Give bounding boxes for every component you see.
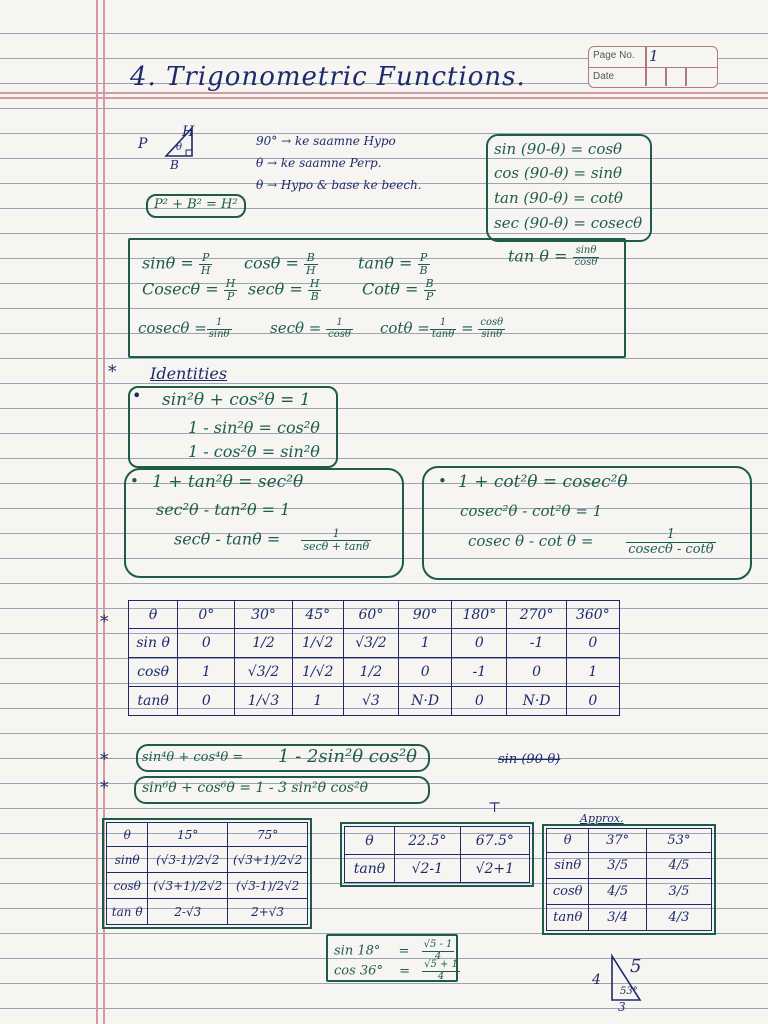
identity-cosec-minus-cot-num: 1 [626,528,715,543]
triangle-p-label: P [138,136,148,152]
recip-cosec [138,318,232,340]
table-header-cell: 60° [343,601,398,629]
table-star: * [100,612,109,632]
note-hypo: 90° → ke saamne Hypo [256,134,396,148]
note-base: θ → Hypo & base ke beech. [256,178,422,192]
ratio-sec [248,278,321,302]
identity-cosec-minus-cot-label: cosec θ - cot θ = [468,532,594,551]
table-cell: 0 [507,658,566,687]
pythagoras-formula: P² + B² = H² [154,197,238,212]
table-cell: 0 [178,629,235,658]
table-15-75 [106,822,308,925]
identity-sin-cos: sin²θ + cos²θ = 1 [162,390,311,410]
table-row-label: tanθ [547,905,589,931]
table-row [547,905,712,931]
triangle-3-4-5-figure [600,950,650,1006]
ratio-cos-den: H [306,263,316,277]
table-cell: (√3-1)/2√2 [228,873,308,899]
recip-cot-num2: cosθ [480,317,504,328]
ratio-tan-sin-cos [508,246,599,268]
date-label: Date [593,71,615,82]
triangle2-angle: 53° [620,986,638,997]
table-cell: 0 [178,687,235,716]
ratio-sec-label: secθ = [248,279,303,299]
recip-cosec-den: sinθ [208,328,230,340]
table-cell: √3/2 [235,658,292,687]
ratio-sin-label: sinθ = [142,253,194,273]
table-header-cell: 0° [178,601,235,629]
standard-angles-table [128,600,620,716]
recip-cosec-label: cosecθ = [138,319,207,337]
table-cell: 3/4 [589,905,646,931]
page-no-label: Page No. [593,50,635,61]
identity-box-cot-cosec [422,466,752,580]
table-header-cell: θ [345,827,395,855]
table-cell: 4/5 [589,879,646,905]
table-row [107,847,308,873]
margin-line-top [0,92,768,94]
table-header-cell: 53° [646,829,711,853]
identity-cosec-minus-cot-den: cosecθ - cotθ [628,541,714,557]
special-sin18-num: √5 - 1 [423,939,453,950]
sin4-cos4-box [136,744,430,772]
recip-sec [270,318,353,340]
table-cell: 3/5 [589,853,646,879]
table-row [107,873,308,899]
table-header-cell: 75° [228,823,308,847]
recip-sec-den: cosθ [328,328,351,340]
triangle-b-label: B [170,158,179,172]
ratio-cot-den: P [425,289,434,303]
table-cell: -1 [452,658,507,687]
ratio-tan-num: P [418,252,430,265]
table-cell: 1/2 [235,629,292,658]
table-cell: 3/5 [646,879,711,905]
special-cos36-den: 4 [437,970,445,982]
table-cell: 4/5 [646,853,711,879]
table-header-cell: 270° [507,601,566,629]
special-cos36-num: √5 + 1 [424,959,458,970]
complementary-identities-box [486,134,652,242]
ratio-tan2-num: sinθ [573,246,600,258]
table-header-row [129,601,620,629]
table-header-cell: 180° [452,601,507,629]
identity-box-tan-sec [124,468,404,578]
ratio-cosec [142,278,237,302]
table-row-label: tanθ [129,687,178,716]
recip-cot-label: cotθ = [380,319,430,337]
identity-sec-minus-tan-sq: sec²θ - tan²θ = 1 [156,500,291,519]
table-cell: 2+√3 [228,899,308,925]
identity-bullet-2: • [130,472,139,490]
ratio-sec-num: H [309,277,320,290]
page-no-value: 1 [649,47,659,65]
recip-cot-num: 1 [430,318,456,330]
ratio-tan2-den: cosθ [574,256,598,268]
table-cell: 1 [566,658,619,687]
table-row-label: tanθ [345,855,395,883]
identity-cot-cosec: 1 + cot²θ = cosec²θ [458,472,628,492]
table-cell: √3 [343,687,398,716]
table-row [107,899,308,925]
approx-label: Approx. [580,812,624,825]
identity-box-sin-cos [128,386,338,468]
table-header-row [345,827,530,855]
ratio-sin-den: H [200,263,211,277]
triangle-h-label: H [182,124,195,140]
identities-star: * [108,362,117,382]
ratio-cosec-den: P [226,289,235,303]
table-header-cell: 45° [292,601,343,629]
recip-cosec-num: 1 [207,318,232,330]
table-cell: 1/√2 [292,658,343,687]
extra-star-2: * [100,778,109,798]
table-row-label: sinθ [107,847,148,873]
table-row [129,658,620,687]
ratio-cosec-num: H [225,277,236,290]
ratio-cot-num: B [425,277,434,290]
table-header-cell: θ [129,601,178,629]
table-cell: -1 [507,629,566,658]
identity-cosec-minus-cot [468,528,716,556]
table-row [129,687,620,716]
special-cos36-label: cos 36° [334,963,383,979]
special-sin18-den: 4 [434,950,442,962]
margin-line-left [96,0,98,1024]
table-cell: 4/3 [646,905,711,931]
table-header-cell: θ [107,823,148,847]
table-cell: 1/√3 [235,687,292,716]
ratio-cos-num: B [304,252,318,265]
table-cell: 0 [452,629,507,658]
table-header-cell: 90° [399,601,452,629]
recip-sec-num: 1 [326,318,353,330]
sin4-cos4-right: 1 - 2sin²θ cos²θ [278,746,417,767]
page-title: 4. Trigonometric Functions. [130,62,526,92]
special-cos36-eq: = [399,963,410,979]
table-header-cell: 67.5° [460,827,529,855]
table-header-cell: 15° [148,823,228,847]
table-cell: 1/2 [343,658,398,687]
sin6-cos6-formula: sin⁶θ + cos⁶θ = 1 - 3 sin²θ cos²θ [142,780,369,796]
table-cell: √3/2 [343,629,398,658]
tick-mark: ⊤ [488,800,502,816]
table-header-cell: 30° [235,601,292,629]
table-cell: (√3+1)/2√2 [228,847,308,873]
identity-sec-minus-tan [174,528,371,552]
ratio-sin-num: P [199,252,213,265]
ratio-tan-den: B [419,263,428,277]
ratio-tan-label: tanθ = [358,253,413,273]
page-number-box [588,46,718,88]
table-cell: 2-√3 [148,899,228,925]
table-header-cell: θ [547,829,589,853]
ratio-sin [142,252,212,276]
ratio-cosec-label: Cosecθ = [142,279,219,299]
identity-sec-minus-tan-num: 1 [301,528,371,541]
complement-tan: tan (90-θ) = cotθ [494,189,623,207]
triangle2-side-5: 5 [630,956,642,977]
identities-heading: Identities [150,364,228,383]
table-row-label: cosθ [547,879,589,905]
table-cell: √2-1 [395,855,461,883]
table-row-label: sinθ [547,853,589,879]
identity-sec-minus-tan-den: secθ + tanθ [303,539,370,553]
table-22-67 [344,826,530,883]
table-cell: 1 [178,658,235,687]
table-37-53 [546,828,712,931]
table-row [547,879,712,905]
table-cell: 0 [566,687,619,716]
table-header-row [547,829,712,853]
special-sin18-label: sin 18° [334,943,381,959]
identity-cosec-minus-cot-sq: cosec²θ - cot²θ = 1 [460,502,603,520]
table-header-cell: 22.5° [395,827,461,855]
identity-sec-minus-tan-label: secθ - tanθ = [174,529,281,549]
triangle-theta-label: θ [176,142,183,153]
table-cell: 0 [452,687,507,716]
table-row [129,629,620,658]
ratios-box [128,238,626,358]
recip-sec-label: secθ = [270,319,322,337]
table-cell: N·D [399,687,452,716]
special-cos36 [334,960,460,982]
margin-line-top-2 [0,97,768,99]
recip-cot [380,318,505,340]
pythagoras-box [146,194,246,218]
ratio-tan [358,252,430,276]
table-header-cell: 37° [589,829,646,853]
recip-cot-den2: sinθ [481,328,503,340]
margin-line-left-2 [103,0,105,1024]
triangle2-side-3: 3 [618,1000,626,1014]
identity-tan-sec: 1 + tan²θ = sec²θ [152,472,304,492]
table-header-cell: 360° [566,601,619,629]
table-row-label: sin θ [129,629,178,658]
ratio-tan2-label: tan θ = [508,246,568,266]
sin6-cos6-box [134,776,430,804]
table-cell: (√3+1)/2√2 [148,873,228,899]
complement-sin: sin (90-θ) = cosθ [494,140,623,158]
table-cell: 1 [399,629,452,658]
extra-star-1: * [100,750,109,770]
ratio-cot-label: Cotθ = [362,279,419,299]
complement-cos: cos (90-θ) = sinθ [494,164,623,182]
crossed-out-text: sin (90-θ) [498,752,561,767]
table-row-label: tan θ [107,899,148,925]
table-cell: (√3-1)/2√2 [148,847,228,873]
table-row-label: cosθ [129,658,178,687]
table-cell: 0 [566,629,619,658]
special-values-box [326,934,458,982]
triangle2-side-4: 4 [592,972,601,988]
table-header-row [107,823,308,847]
recip-cot-eq: = [461,319,474,337]
ratio-cos-label: cosθ = [244,253,299,273]
table-cell: 1/√2 [292,629,343,658]
recip-cot-den: tanθ [431,328,455,340]
sin4-cos4-left: sin⁴θ + cos⁴θ = [142,750,244,765]
ratio-cot [362,278,436,302]
ratio-cos [244,252,318,276]
table-row [345,855,530,883]
special-sin18-eq: = [398,943,410,959]
table-row [547,853,712,879]
complement-sec: sec (90-θ) = cosecθ [494,214,643,232]
table-cell: 0 [399,658,452,687]
identity-one-minus-cos: 1 - cos²θ = sin²θ [188,442,320,461]
note-perp: θ → ke saamne Perp. [256,156,382,170]
ratio-sec-den: B [310,289,319,303]
table-cell: N·D [507,687,566,716]
table-row-label: cosθ [107,873,148,899]
table-cell: √2+1 [460,855,529,883]
identity-bullet-1: • [132,386,142,405]
identity-one-minus-sin: 1 - sin²θ = cos²θ [188,418,320,437]
table-cell: 1 [292,687,343,716]
identity-bullet-3: • [438,472,447,490]
